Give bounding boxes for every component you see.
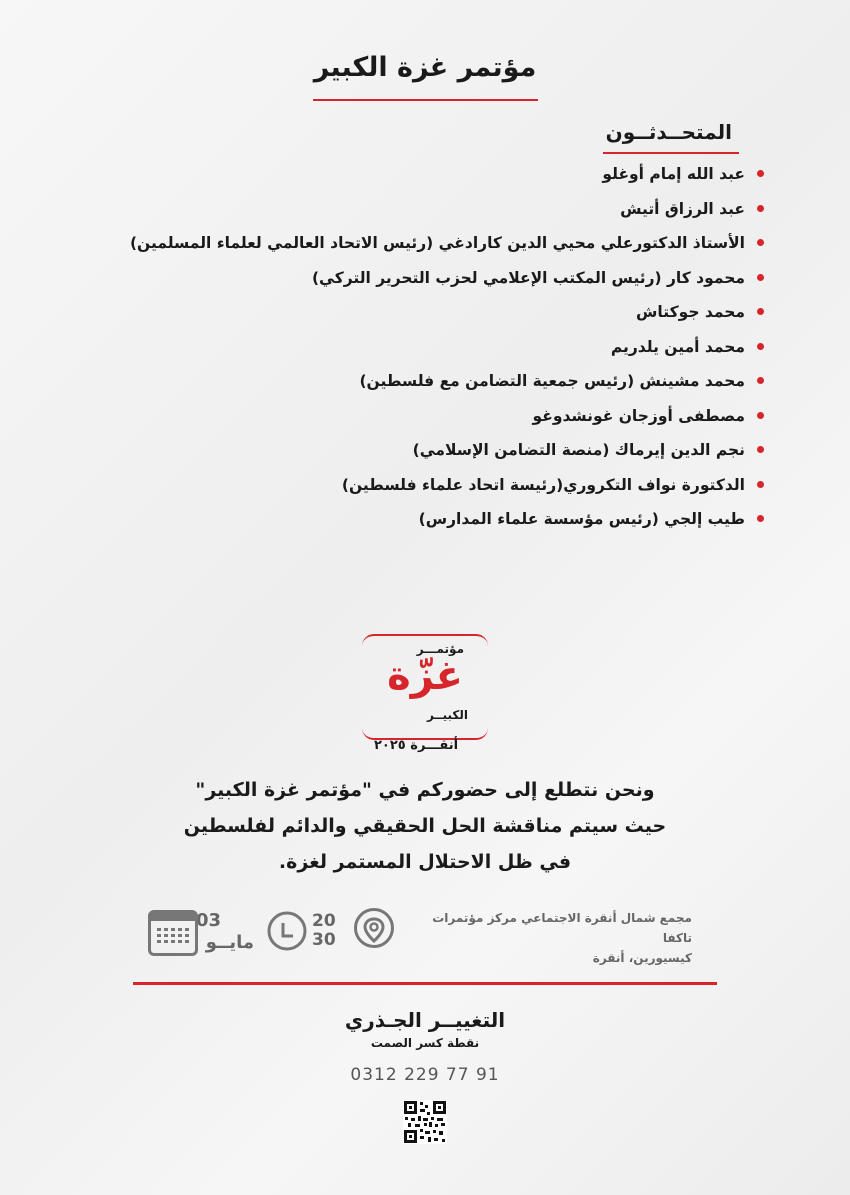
list-item (144, 162, 764, 197)
bullet-icon (757, 205, 764, 212)
bullet-icon (757, 170, 764, 177)
page-title: مؤتمر غزة الكبير (313, 52, 537, 83)
speaker-name: عبد الرزاق أتيش (620, 199, 745, 218)
clock-icon (266, 910, 308, 952)
speakers-heading: المتحــدثــون (605, 120, 732, 144)
list-item (144, 335, 764, 370)
date-month: مايــو (205, 932, 254, 953)
date-day: 03 (196, 910, 222, 931)
footer-divider (133, 982, 717, 985)
list-item (144, 404, 764, 439)
logo-city-year: أنقـــرة ٢٠٢٥ (374, 738, 459, 753)
bullet-icon (757, 308, 764, 315)
list-item (144, 197, 764, 232)
speaker-name: طيب إلجي (رئيس مؤسسة علماء المدارس) (418, 510, 745, 528)
speaker-name: محمد أمين يلدريم (610, 337, 745, 356)
phone-number: 0312 229 77 91 (350, 1065, 500, 1085)
speakers-heading-underline (603, 152, 739, 154)
speaker-name: الأستاذ الدكتورعلي محيي الدين كارادغي (رئيس الاتحاد العالمي لعلماء المسلمين) (129, 234, 745, 252)
invitation-line: في ظل الاحتلال المستمر لغزة. (278, 851, 572, 873)
conference-logo (362, 634, 488, 754)
brand-name: التغييــر الجـذري (344, 1008, 506, 1032)
list-item (144, 438, 764, 473)
invitation-text (0, 772, 850, 880)
location-pin-icon (354, 908, 394, 948)
bullet-icon (757, 481, 764, 488)
logo-main-text: غزّة (387, 653, 463, 699)
speaker-name: الدكتورة نواف التكروري(رئيسة اتحاد علماء فلسطين) (341, 475, 745, 494)
brand-block (0, 1005, 850, 1051)
list-item (129, 231, 764, 266)
speaker-name: محمود كار (رئيس المكتب الإعلامي لحزب التحرير التركي) (311, 268, 745, 287)
address-line: مجمع شمال أنقرة الاجتماعي مركز مؤتمرات تاكفا (432, 911, 692, 945)
list-item (144, 507, 764, 542)
speakers-list (129, 162, 764, 542)
bullet-icon (757, 412, 764, 419)
speaker-name: مصطفى أوزجان غونشدوغو (532, 406, 745, 425)
qr-code-icon (403, 1100, 447, 1144)
speaker-name: محمد جوكتاش (636, 303, 745, 321)
list-item (144, 369, 764, 404)
brand-tagline: نقطة كسر الصمت (370, 1036, 480, 1050)
calendar-icon (148, 910, 198, 956)
speaker-name: نجم الدين إيرماك (منصة التضامن الإسلامي) (412, 441, 745, 459)
bullet-icon (757, 239, 764, 246)
list-item (144, 473, 764, 508)
list-item (144, 300, 764, 335)
bullet-icon (757, 377, 764, 384)
event-address (402, 908, 692, 968)
bullet-icon (757, 274, 764, 281)
address-line: كيسيورين، أنقرة (592, 951, 692, 965)
time-hour: 20 (312, 911, 336, 931)
list-item (144, 266, 764, 301)
bullet-icon (757, 446, 764, 453)
event-date (196, 910, 254, 954)
event-time (312, 912, 336, 950)
bullet-icon (757, 515, 764, 522)
speaker-name: محمد مشينش (رئيس جمعية التضامن مع فلسطين) (359, 372, 745, 390)
invitation-line: ونحن نتطلع إلى حضوركم في "مؤتمر غزة الكبير" (195, 779, 655, 801)
time-minute: 30 (312, 930, 336, 950)
invitation-line: حيث سيتم مناقشة الحل الحقيقي والدائم لفلسطين (183, 815, 667, 837)
bullet-icon (757, 343, 764, 350)
title-underline (313, 99, 538, 101)
logo-top-text: مؤتمـــر (416, 642, 464, 656)
logo-bottom-text: الكبيــر (426, 708, 468, 722)
speaker-name: عبد الله إمام أوغلو (602, 165, 745, 183)
